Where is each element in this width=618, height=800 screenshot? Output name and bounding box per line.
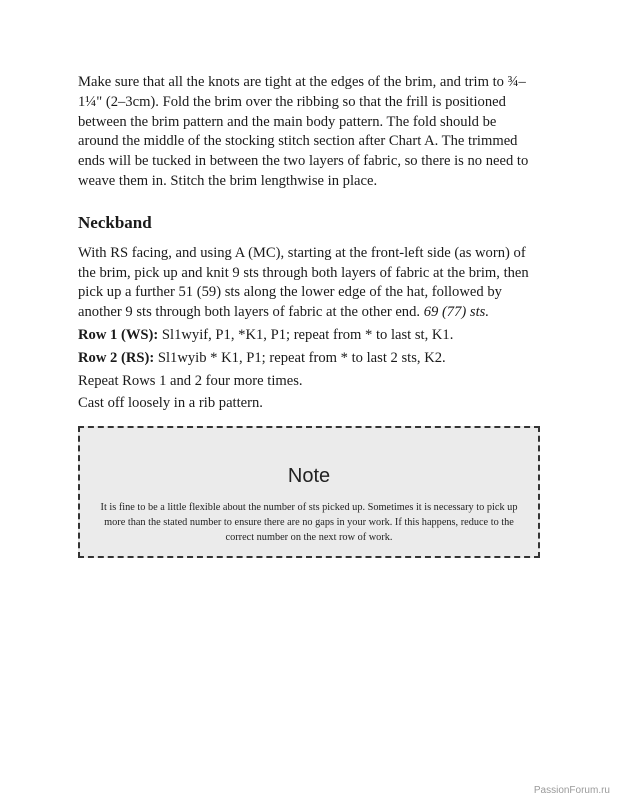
repeat-instruction: Repeat Rows 1 and 2 four more times. [78,372,303,389]
row-1-label: Row 1 (WS): [78,326,159,343]
intro-paragraph: Make sure that all the knots are tight at the edges of the brim, and trim to ¾–1¼" (2–3cm). Fold the brim over the ribbing so that the frill is positioned between the brim pattern and the main body pattern. The fold should be around the middle of the stocking stitch section after Chart A. The trimmed ends will be tucked in between the two layers of fabric, so there is no need to weave them in. Stitch the brim lengthwise in place. [78,74,529,189]
note-box [78,426,540,558]
cast-off-instruction: Cast off loosely in a rib pattern. [78,395,263,412]
watermark: PassionForum.ru [533,785,610,796]
row-2-label: Row 2 (RS): [78,349,155,366]
row-1-instruction [78,326,540,346]
document-page [78,73,540,414]
neckband-instructions [78,244,540,323]
note-title: Note [287,465,331,487]
neckband-intro-text: With RS facing, and using A (MC), starting at the front-left side (as worn) of the brim, pick up and knit 9 sts through both layers of fabric at the brim, then pick up a further 51 (59) sts along the lower edge of the hat, followed by another 9 sts through both layers of fabric at the other end. [78,244,529,321]
note-text: It is fine to be a little flexible about the number of sts picked up. Sometimes it is necessary to pick up more than the stated number to ensure there are no gaps in your work. If this happens, reduce to the correct number on the next row of work. [100,502,518,543]
row-1-text: Sl1wyif, P1, *K1, P1; repeat from * to last st, K1. [161,326,454,343]
neckband-heading: Neckband [78,212,152,232]
row-2-instruction [78,349,540,369]
row-2-text: Sl1wyib * K1, P1; repeat from * to last 2 sts, K2. [157,349,446,366]
stitch-count: 69 (77) sts. [423,304,489,321]
